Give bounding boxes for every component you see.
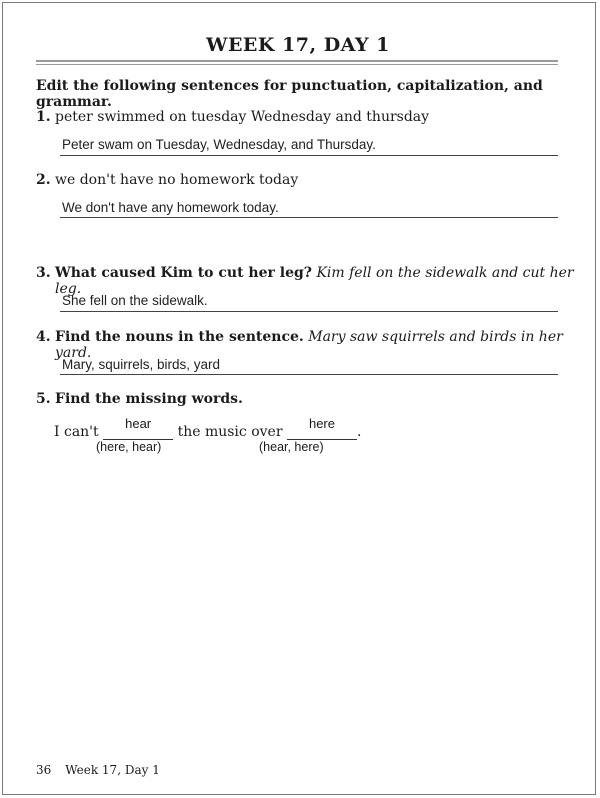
item-5-question: Find the missing words. <box>55 391 243 407</box>
item-2-answer-line <box>60 217 558 218</box>
item-1-answer-line <box>60 155 558 156</box>
item-4-passage: Mary saw squirrels and birds in her yard. <box>55 329 563 361</box>
item-3-number: 3. <box>36 265 51 281</box>
item-5-number: 5. <box>36 391 51 407</box>
blank-1-answer: hear <box>125 416 152 431</box>
item-1-number: 1. <box>36 109 51 125</box>
instructions: Edit the following sentences for punctuation, capitalization, and grammar. <box>36 78 543 110</box>
blank-2 <box>287 416 357 440</box>
item-3-passage: Kim fell on the sidewalk and cut her leg. <box>55 265 574 297</box>
item-3-answer-line <box>60 311 558 312</box>
item-3-answer: She fell on the sidewalk. <box>62 293 208 308</box>
title-divider-thin <box>36 64 558 65</box>
item-4-answer-line <box>60 374 558 375</box>
item-4-number: 4. <box>36 329 51 345</box>
item-2-prompt: we don't have no homework today <box>55 172 299 188</box>
sentence-start: I can't <box>54 424 99 440</box>
item-2-number: 2. <box>36 172 51 188</box>
item-4-answer: Mary, squirrels, birds, yard <box>62 357 221 372</box>
item-4-question: Find the nouns in the sentence. <box>55 329 304 345</box>
item-3-question: What caused Kim to cut her leg? <box>55 265 312 281</box>
item-5-prompt <box>55 391 243 407</box>
item-2-answer: We don't have any homework today. <box>62 200 279 215</box>
blank-2-choices: (hear, here) <box>259 440 324 454</box>
sentence-middle: the music over <box>177 424 283 440</box>
footer-label: Week 17, Day 1 <box>65 763 160 777</box>
page-footer <box>36 763 160 777</box>
sentence-end: . <box>356 424 362 440</box>
item-5-sentence <box>54 416 362 440</box>
blank-1-choices: (here, hear) <box>96 440 162 454</box>
item-1-prompt: peter swimmed on tuesday Wednesday and thursday <box>55 109 430 125</box>
page-number: 36 <box>36 763 52 777</box>
blank-1 <box>103 416 173 440</box>
blank-2-answer: here <box>308 416 335 431</box>
item-1-answer: Peter swam on Tuesday, Wednesday, and Thursday. <box>62 137 376 152</box>
page-title: WEEK 17, DAY 1 <box>206 34 390 56</box>
title-divider <box>36 60 558 62</box>
